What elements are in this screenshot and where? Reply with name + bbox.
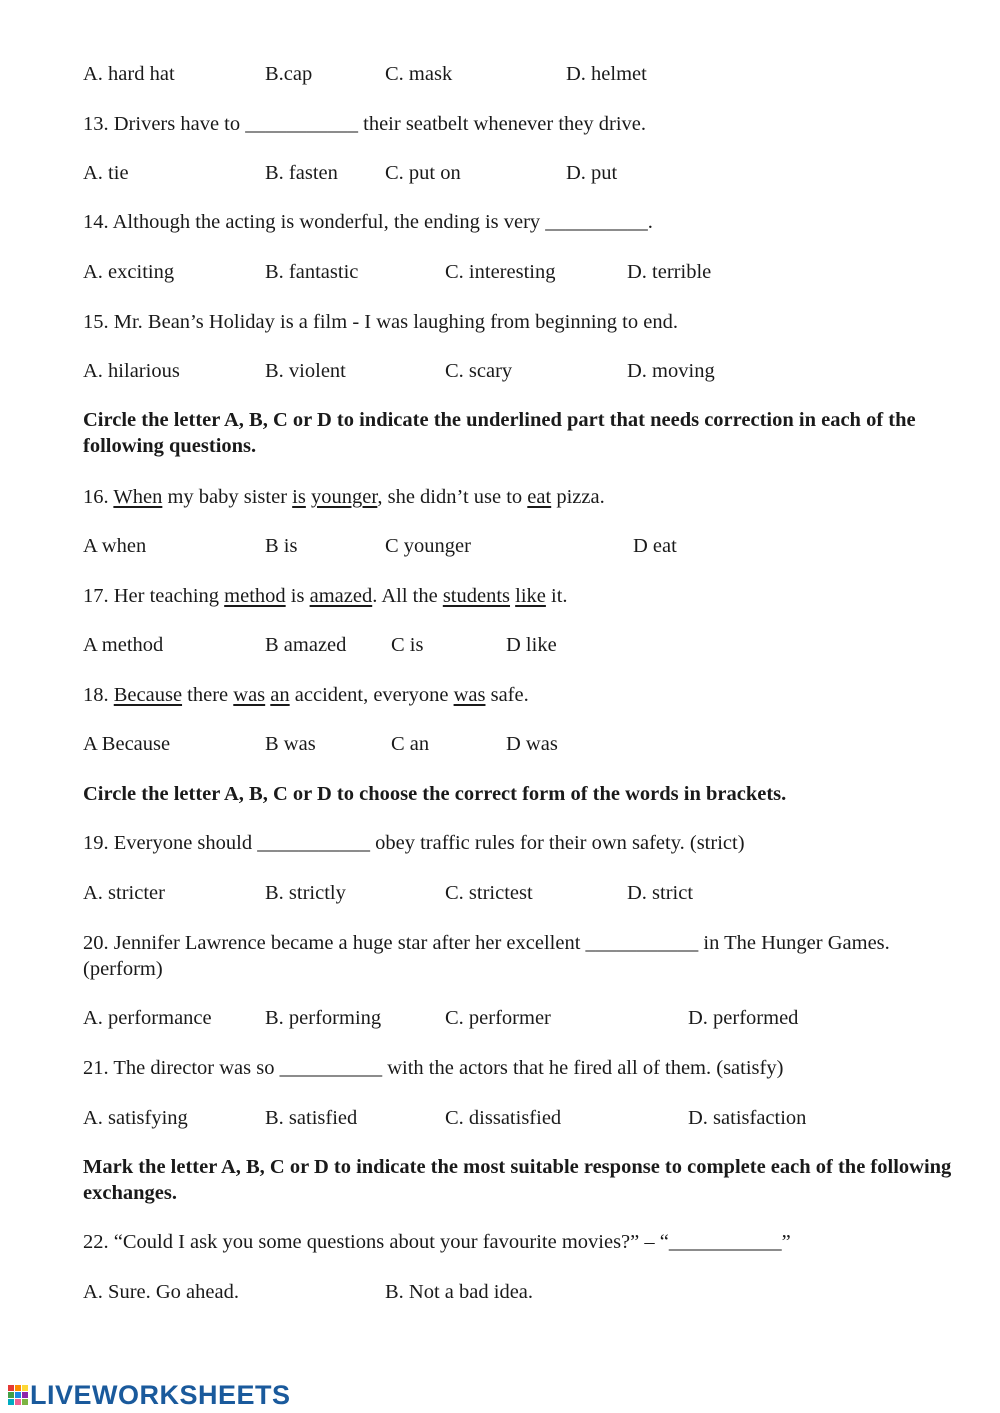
q14-options	[0, 259, 1000, 285]
q21-option-d[interactable]: D. satisfaction	[688, 1107, 807, 1129]
q16-option-c[interactable]: C younger	[385, 535, 471, 557]
q17-text: . All the	[372, 585, 438, 607]
q14-option-c[interactable]: C. interesting	[445, 261, 556, 283]
logo-square	[8, 1399, 14, 1405]
q19-option-b[interactable]: B. strictly	[265, 882, 346, 904]
q17-question	[83, 583, 568, 609]
q13-question: 13. Drivers have to ___________ their seatbelt whenever they drive.	[83, 113, 647, 135]
q12-options	[0, 61, 1000, 87]
q13-options	[0, 160, 1000, 186]
logo-text: LIVEWORKSHEETS	[30, 1379, 291, 1410]
q18-underline-a: Because	[113, 684, 183, 706]
logo-square	[22, 1385, 28, 1391]
logo-square	[15, 1392, 21, 1398]
logo-square	[15, 1385, 21, 1391]
q17-underline-b: amazed	[309, 585, 373, 607]
q18-option-d[interactable]: D was	[506, 733, 558, 755]
logo-square	[22, 1399, 28, 1405]
section-instruction-response: Mark the letter A, B, C or D to indicate the most suitable response to complete each of the following exchanges.	[83, 1156, 952, 1204]
q15-option-d[interactable]: D. moving	[627, 360, 715, 382]
q17-number: 17. Her teaching	[83, 585, 220, 607]
logo-square	[8, 1385, 14, 1391]
q14-option-b[interactable]: B. fantastic	[265, 261, 359, 283]
q16-underline-c: younger	[310, 486, 378, 508]
logo-grid-icon	[8, 1385, 28, 1405]
q18-underline-d: was	[453, 684, 486, 706]
q21-option-b[interactable]: B. satisfied	[265, 1107, 358, 1129]
q16-underline-b: is	[292, 486, 306, 508]
q17-underline-d: like	[515, 585, 546, 607]
q18-number: 18.	[83, 684, 109, 706]
q20-option-c[interactable]: C. performer	[445, 1007, 551, 1029]
q20-option-a[interactable]: A. performance	[83, 1007, 212, 1029]
q20-question: 20. Jennifer Lawrence became a huge star after her excellent ___________ in The Hunger Games. (perform)	[83, 932, 890, 980]
q18-text: there	[187, 684, 229, 706]
q16-text: pizza.	[556, 486, 605, 508]
q14-option-d[interactable]: D. terrible	[627, 261, 712, 283]
q21-question: 21. The director was so __________ with the actors that he fired all of them. (satisfy)	[83, 1057, 784, 1079]
q22-option-a[interactable]: A. Sure. Go ahead.	[83, 1281, 239, 1303]
logo-square	[8, 1392, 14, 1398]
q19-option-d[interactable]: D. strict	[627, 882, 694, 904]
q17-option-c[interactable]: C is	[391, 634, 424, 656]
q22-option-b[interactable]: B. Not a bad idea.	[385, 1281, 534, 1303]
q17-option-b[interactable]: B amazed	[265, 634, 347, 656]
q13-option-a[interactable]: A. tie	[83, 162, 129, 184]
q15-option-c[interactable]: C. scary	[445, 360, 513, 382]
q18-option-a[interactable]: A Because	[83, 733, 171, 755]
q19-option-c[interactable]: C. strictest	[445, 882, 533, 904]
q19-option-a[interactable]: A. stricter	[83, 882, 165, 904]
q16-option-b[interactable]: B is	[265, 535, 298, 557]
q15-options	[0, 358, 1000, 384]
section-instruction-word-form: Circle the letter A, B, C or D to choose the correct form of the words in brackets.	[83, 783, 787, 805]
q20-option-b[interactable]: B. performing	[265, 1007, 382, 1029]
q21-option-a[interactable]: A. satisfying	[83, 1107, 188, 1129]
q12-option-b[interactable]: B.cap	[265, 63, 313, 85]
q17-option-a[interactable]: A method	[83, 634, 164, 656]
logo-square	[22, 1392, 28, 1398]
q16-text: my baby sister	[167, 486, 288, 508]
q18-question	[83, 682, 529, 708]
q16-number: 16.	[83, 486, 109, 508]
liveworksheets-logo[interactable]	[8, 1380, 291, 1410]
q16-underline-a: When	[113, 486, 163, 508]
q15-question: 15. Mr. Bean’s Holiday is a film - I was laughing from beginning to end.	[83, 311, 678, 333]
q18-underline-c: an	[270, 684, 290, 706]
q19-question: 19. Everyone should ___________ obey traffic rules for their own safety. (strict)	[83, 832, 745, 854]
q13-option-c[interactable]: C. put on	[385, 162, 461, 184]
q15-option-a[interactable]: A. hilarious	[83, 360, 180, 382]
q15-option-b[interactable]: B. violent	[265, 360, 346, 382]
q16-option-d[interactable]: D eat	[633, 535, 677, 557]
q12-option-a[interactable]: A. hard hat	[83, 63, 175, 85]
q18-options	[0, 731, 1000, 757]
q21-options	[0, 1105, 1000, 1131]
q13-option-b[interactable]: B. fasten	[265, 162, 338, 184]
q21-option-c[interactable]: C. dissatisfied	[445, 1107, 562, 1129]
q16-underline-d: eat	[527, 486, 552, 508]
q17-underline-a: method	[224, 585, 286, 607]
q17-option-d[interactable]: D like	[506, 634, 557, 656]
q18-text: accident, everyone	[294, 684, 449, 706]
q22-question: 22. “Could I ask you some questions about your favourite movies?” – “___________”	[83, 1231, 791, 1253]
logo-square	[15, 1399, 21, 1405]
q12-option-d[interactable]: D. helmet	[566, 63, 647, 85]
q14-question: 14. Although the acting is wonderful, the ending is very __________.	[83, 211, 653, 233]
q22-options	[0, 1279, 1000, 1305]
q18-option-c[interactable]: C an	[391, 733, 430, 755]
q16-text: , she didn’t use to	[377, 486, 523, 508]
section-instruction-correction: Circle the letter A, B, C or D to indicate the underlined part that needs correction in each of the following questions.	[83, 409, 916, 457]
q18-text: safe.	[490, 684, 529, 706]
q17-text: it.	[551, 585, 568, 607]
q18-underline-b: was	[233, 684, 266, 706]
q13-option-d[interactable]: D. put	[566, 162, 618, 184]
q12-option-c[interactable]: C. mask	[385, 63, 453, 85]
q17-underline-c: students	[442, 585, 511, 607]
q14-option-a[interactable]: A. exciting	[83, 261, 175, 283]
q20-option-d[interactable]: D. performed	[688, 1007, 799, 1029]
q19-options	[0, 880, 1000, 906]
q16-options	[0, 533, 1000, 559]
q18-option-b[interactable]: B was	[265, 733, 316, 755]
q17-text: is	[290, 585, 305, 607]
q16-question	[83, 484, 605, 510]
q17-options	[0, 632, 1000, 658]
q20-options	[0, 1005, 1000, 1031]
q16-option-a[interactable]: A when	[83, 535, 147, 557]
